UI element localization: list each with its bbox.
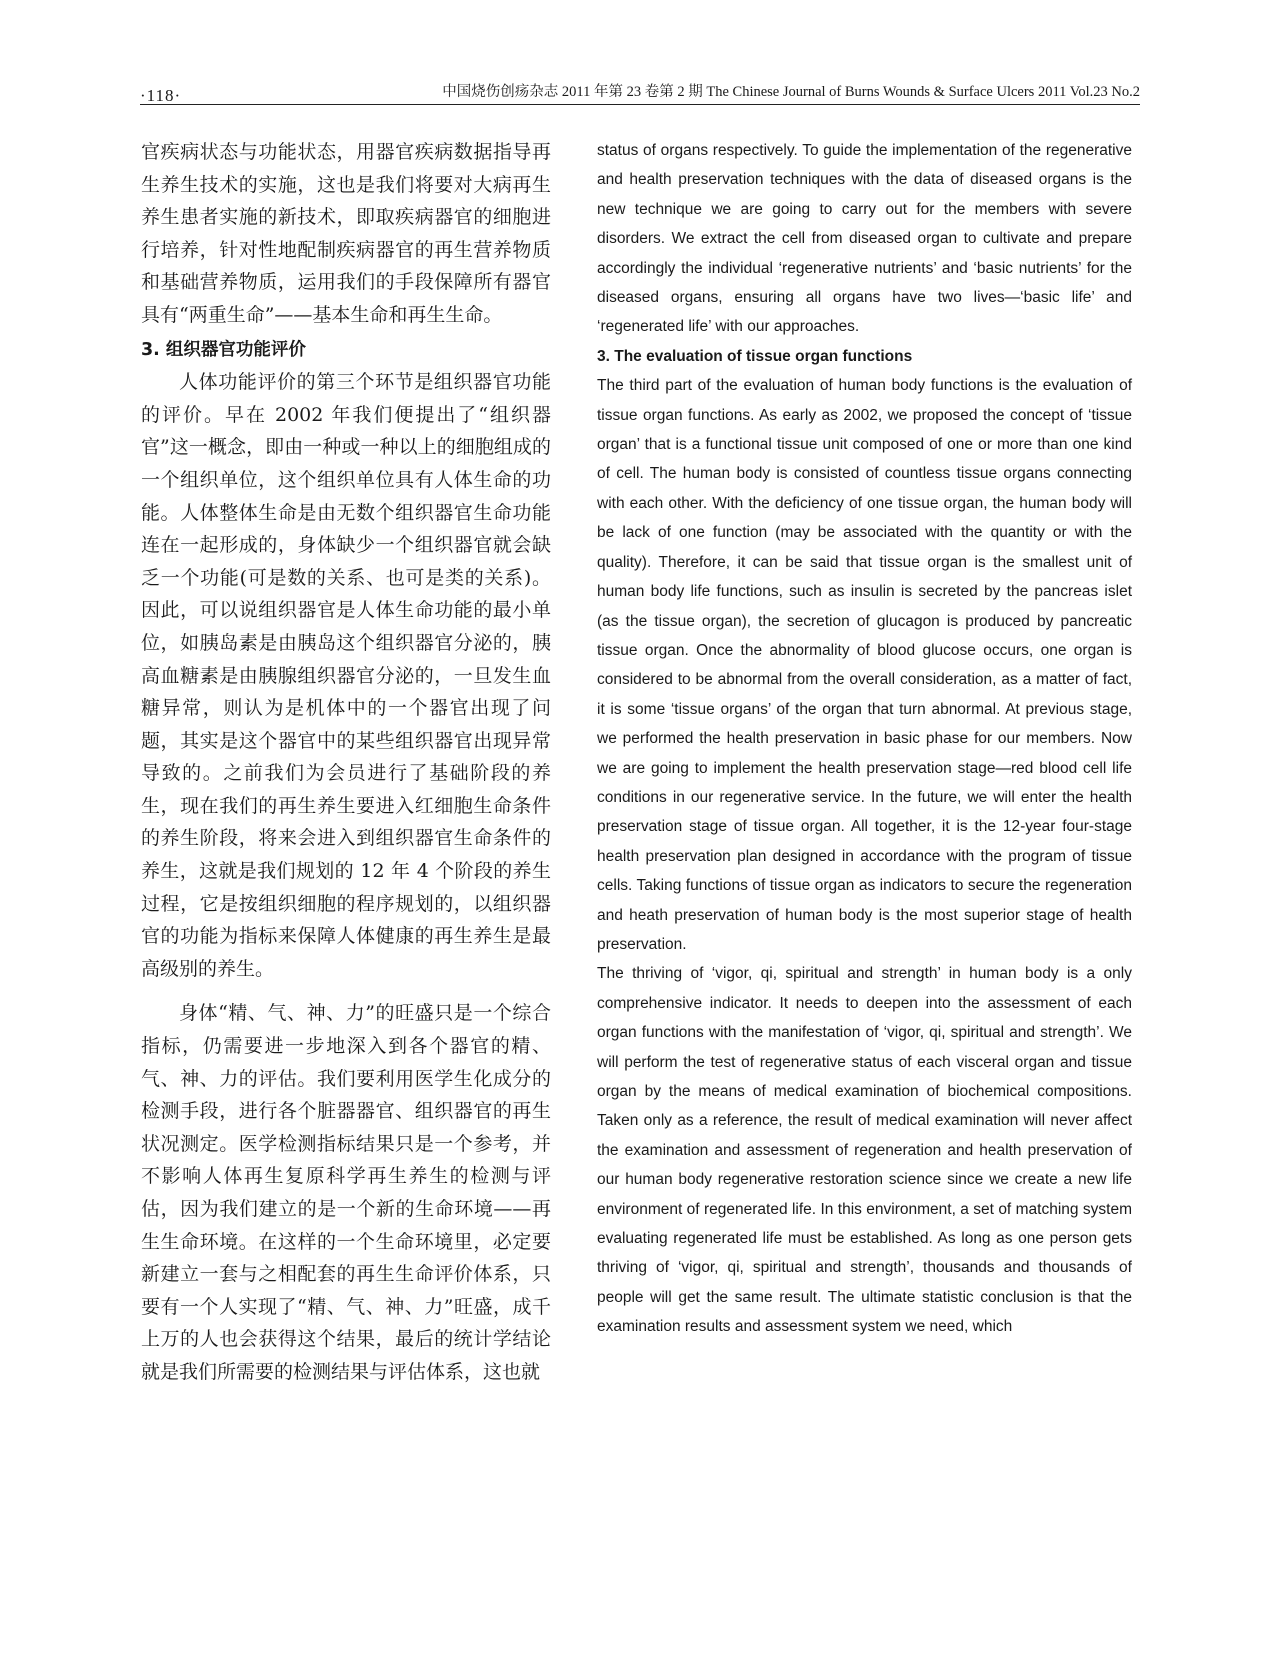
chinese-section-heading: 3. 组织器官功能评价 (141, 339, 306, 360)
page-number: ·118· (140, 86, 182, 105)
english-text-column (597, 136, 1132, 1342)
english-section-heading: 3. The evaluation of tissue organ functions (597, 347, 913, 365)
english-paragraph-3: The thriving of ‘vigor, qi, spiritual and strength’ in human body is a only comprehensive indicator. It needs to deepen into the assessment of each organ functions with the manifestation of ‘vigor, qi, spiritual and strength’. We will perform the test of regenerative status of each visceral organ and tissue organ by the means of medical examination of biochemical compositions. Taken only as a reference, the result of medical examination will never affect the examination and assessment of regeneration and health preservation of our human body regenerative restoration science since we create a new life environment of regenerated life. In this environment, a set of matching system evaluating regenerated life must be established. As long as one person gets thriving of ‘vigor, qi, spiritual and strength’, thousands and thousands of people will get the same result. The ultimate statistic conclusion is that the examination results and assessment system we need, which (597, 965, 1132, 1336)
chinese-paragraph-2: 人体功能评价的第三个环节是组织器官功能的评价。早在 2002 年我们便提出了“组织器官”这一概念，即由一种或一种以上的细胞组成的一个组织单位，这个组织单位具有人体生命的功能。人体整体生命是由无数个组织器官生命功能连在一起形成的，身体缺少一个组织器官就会缺乏一个功能(可是数的关系、也可是类的关系)。因此，可以说组织器官是人体生命功能的最小单位，如胰岛素是由胰岛这个组织器官分泌的，胰高血糖素是由胰腺组织器官分泌的，一旦发生血糖异常，则认为是机体中的一个器官出现了问题，其实是这个器官中的某些组织器官出现异常导致的。之前我们为会员进行了基础阶段的养生，现在我们的再生养生要进入红细胞生命条件的养生阶段，将来会进入到组织器官生命条件的养生，这就是我们规划的 12 年 4 个阶段的养生过程，它是按组织细胞的程序规划的，以组织器官的功能为指标来保障人体健康的再生养生是最高级别的养生。 (141, 371, 551, 980)
journal-running-title: 中国烧伤创疡杂志 2011 年第 23 卷第 2 期 The Chinese Journal of Burns Wounds & Surface Ulcers 2011 Vol.23 No.2 (442, 84, 1140, 100)
header-rule (140, 104, 1140, 105)
chinese-paragraph-3: 身体“精、气、神、力”的旺盛只是一个综合指标，仍需要进一步地深入到各个器官的精、气、神、力的评估。我们要利用医学生化成分的检测手段，进行各个脏器器官、组织器官的再生状况测定。医学检测指标结果只是一个参考，并不影响人体再生复原科学再生养生的检测与评估，因为我们建立的是一个新的生命环境——再生生命环境。在这样的一个生命环境里，必定要新建立一套与之相配套的再生生命评价体系，只要有一个人实现了“精、气、神、力”旺盛，成千上万的人也会获得这个结果，最后的统计学结论就是我们所需要的检测结果与评估体系，这也就 (141, 1002, 551, 1383)
chinese-text-column (141, 136, 551, 1389)
english-paragraph-2: The third part of the evaluation of human body functions is the evaluation of tissue organ functions. As early as 2002, we proposed the concept of ‘tissue organ’ that is a functional tissue unit composed of one or more than one kind of cell. The human body is consisted of countless tissue organs connecting with each other. With the deficiency of one tissue organ, the human body will be lack of one function (may be associated with the quantity or with the quality). Therefore, it can be said that tissue organ is the smallest unit of human body life functions, such as insulin is secreted by the pancreas islet (as the tissue organ), the secretion of glucagon is produced by pancreatic tissue organ. Once the abnormality of blood glucose occurs, one organ is considered to be abnormal from the overall consideration, as a matter of fact, it is some ‘tissue organs’ of the organ that turn abnormal. At previous stage, we performed the health preservation in basic phase for our members. Now we are going to implement the health preservation stage—red blood cell life conditions in our regenerative service. In the future, we will enter the health preservation stage of tissue organ. All together, it is the 12-year four-stage health preservation plan designed in accordance with the program of tissue cells. Taking functions of tissue organ as indicators to secure the regeneration and heath preservation of human body is the most superior stage of health preservation. (597, 377, 1132, 953)
page-header (140, 78, 1140, 108)
english-paragraph-1: status of organs respectively. To guide the implementation of the regenerative and health preservation techniques with the data of diseased organs is the new technique we are going to carry out for the members with severe disorders. We extract the cell from diseased organ to cultivate and prepare accordingly the individual ‘regenerative nutrients’ and ‘basic nutrients’ for the diseased organs, ensuring all organs have two lives—‘basic life’ and ‘regenerated life’ with our approaches. (597, 142, 1132, 336)
chinese-paragraph-1: 官疾病状态与功能状态，用器官疾病数据指导再生养生技术的实施，这也是我们将要对大病再生养生患者实施的新技术，即取疾病器官的细胞进行培养，针对性地配制疾病器官的再生营养物质和基础营养物质，运用我们的手段保障所有器官具有“两重生命”——基本生命和再生生命。 (141, 141, 551, 326)
